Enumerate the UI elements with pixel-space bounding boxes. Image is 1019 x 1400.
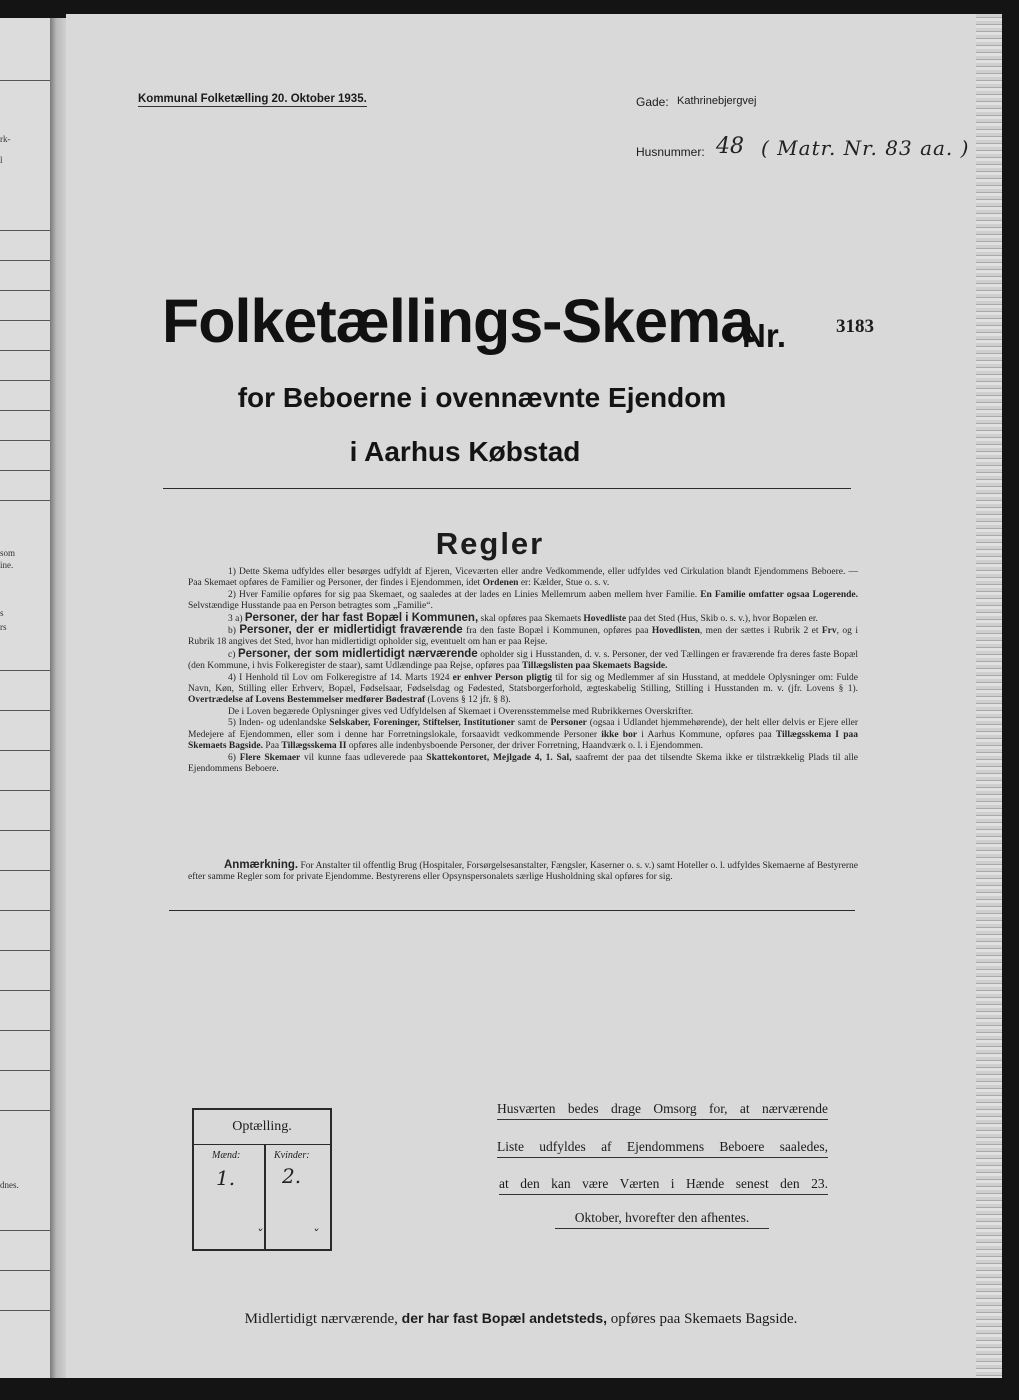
number-label: Nr. [742,317,787,354]
annotation-text: For Anstalter til offentlig Brug (Hospitaler, Forsørgelsesanstalter, Fængsler, Kaserner o. s. v.) samt Hoteller o. l. udfyldes Skemaerne af Bestyrerne efter samme Regler som for private Ejendomme. Bestyrerens eller Opsynspersonalets særlige Husholdning skal opføres for sig. [188,861,858,883]
rule-4-continued: De i Loven begærede Oplysninger gives ved Udfyldelsen af Skemaet i Overensstemmelse med Rubrikkernes Overskrifter. [228,706,694,717]
landlord-notice-line: Oktober, hvorefter den afhentes. [555,1210,769,1226]
census-title: Kommunal Folketælling 20. Oktober 1935. [138,93,367,105]
count-divider [264,1144,266,1249]
women-label: Kvinder: [274,1150,310,1161]
rule-3a: 3 a) Personer, der har fast Bopæl i Kommunen, skal opføres paa Skemaets Hovedliste paa det Sted (Hus, Skib o. s. v.), hvor Bopælen er. [228,611,818,624]
footer-note: Midlertidigt nærværende, der har fast Bopæl andetsteds, opføres paa Skemaets Bagside. [244,1310,798,1327]
census-form-page [66,14,976,1378]
left-page-fragment: rk- [0,134,11,144]
house-number-label: Husnummer: [636,145,705,159]
landlord-notice-line: at den kan være Værten i Hænde senest den 23. [499,1176,828,1192]
rule-3b: b) Personer, der er midlertidigt fraværende fra den faste Bopæl i Kommunen, opføres paa Hovedlisten, men der sættes i Rubrik 2 et Frv, og i Rubrik 18 angives det Sted, hvor han midlertidigt opholder sig, eventuelt om han er paa Rejse. [188,624,858,648]
rules-heading: Regler [435,526,545,561]
men-label: Mænd: [212,1150,241,1161]
left-page-fragment: rs [0,622,7,632]
left-page-fragment: l [0,155,3,165]
divider-rule [163,488,851,489]
rule-4: 4) I Henhold til Lov om Folkeregistre af 14. Marts 1924 er enhver Person pligtig til for sig og Medlemmer af sin Husstand, at meddele Oplysninger om: Fulde Navn, Køn, Stilling eller Erhverv, Bopæl, Fødselsaar, Fødselsdag og Fødested, Statsborgerforhold, ægteskabelig Stilling, Stilling i Husstanden m. v. (jfr. Lovens § 1). Overtrædelse af Lovens Bestemmelser medfører Bødestraf (Lovens § 12 jfr. § 8). [188,672,858,706]
rule-1: 1) Dette Skema udfyldes eller besørges udfyldt af Ejeren, Viceværten eller andre Vedkommende, eller udfyldes ved Cirkulation blandt Ejendommens Beboere. — Paa Skemaet opføres de Familier og Personer, der findes i Ejendommen, idet Ordenen er: Kælder, Stue o. s. v. [188,567,858,589]
divider-rule [169,910,855,911]
subtitle-city: i Aarhus Købstad [349,436,581,467]
page-stack-edge [976,14,1002,1378]
landlord-notice-line: Liste udfyldes af Ejendommens Beboere saaledes, [497,1139,828,1155]
rules-text [188,567,858,775]
book-gutter [50,18,66,1378]
annotation-label: Anmærkning. [224,859,299,871]
rule-5: 5) Inden- og udenlandske Selskaber, Foreninger, Stiftelser, Institutioner samt de Personer (ogsaa i Udlandet hjemmehørende), der helt eller delvis er Ejere eller Medejere af Ejendommen, eller som i denne har Forretningslokale, forsaavidt vedkommende Personer ikke bor i Aarhus Kommune, opføres paa Tillægsskema I paa Skemaets Bagside. Paa Tillægsskema II opføres alle indenbysboende Personer, der driver Forretning, Haandværk o. l. i Ejendommen. [188,718,858,752]
rule-3c: c) Personer, der som midlertidigt nærværende opholder sig i Husstanden, d. v. s. Personer, der ved Tællingen er fraværende fra deres faste Bopæl (den Kommune, i hvis Folkeregister de staar), samt Udlændinge paa Rejse, opføres paa Tillægslisten paa Skemaets Bagside. [188,647,859,672]
street-value: Kathrinebjergvej [677,95,757,107]
form-title: Folketællings-Skema [162,287,754,355]
landlord-notice-line: Husværten bedes drage Omsorg for, at nærværende [497,1101,828,1117]
count-box [192,1108,332,1251]
check-mark: ˇ [256,1228,263,1243]
women-count: 2. [282,1164,302,1188]
check-mark: ˇ [312,1228,319,1243]
annotation-note [188,860,858,884]
left-page-fragment: s [0,608,4,618]
left-page-fragment: dnes. [0,1180,19,1190]
left-page-edge [0,18,50,1378]
form-number: 3183 [836,316,874,337]
street-label: Gade: [636,95,669,109]
count-title: Optælling. [194,1110,330,1145]
left-page-fragment: ine. [0,560,14,570]
men-count: 1. [216,1166,236,1190]
subtitle-residents: for Beboerne i ovennævnte Ejendom [237,382,727,413]
house-number-value: 48 [716,134,744,159]
left-page-fragment: som [0,548,16,558]
rule-6: 6) Flere Skemaer vil kunne faas udleverede paa Skattekontoret, Mejlgade 4, 1. Sal, saafremt der paa det tilsendte Skema ikke er tilstrækkelig Plads til alle Ejendommens Beboere. [188,752,858,774]
cadastral-note: ( Matr. Nr. 83 aa. ) [761,136,970,160]
rule-2: 2) Hver Familie opføres for sig paa Skemaet, og saaledes at der lades en Linies Mellemrum aaben mellem hver Familie. En Familie omfatter ogsaa Logerende. Selvstændige Husstande paa en Person betragtes som „Familie“. [188,589,858,612]
